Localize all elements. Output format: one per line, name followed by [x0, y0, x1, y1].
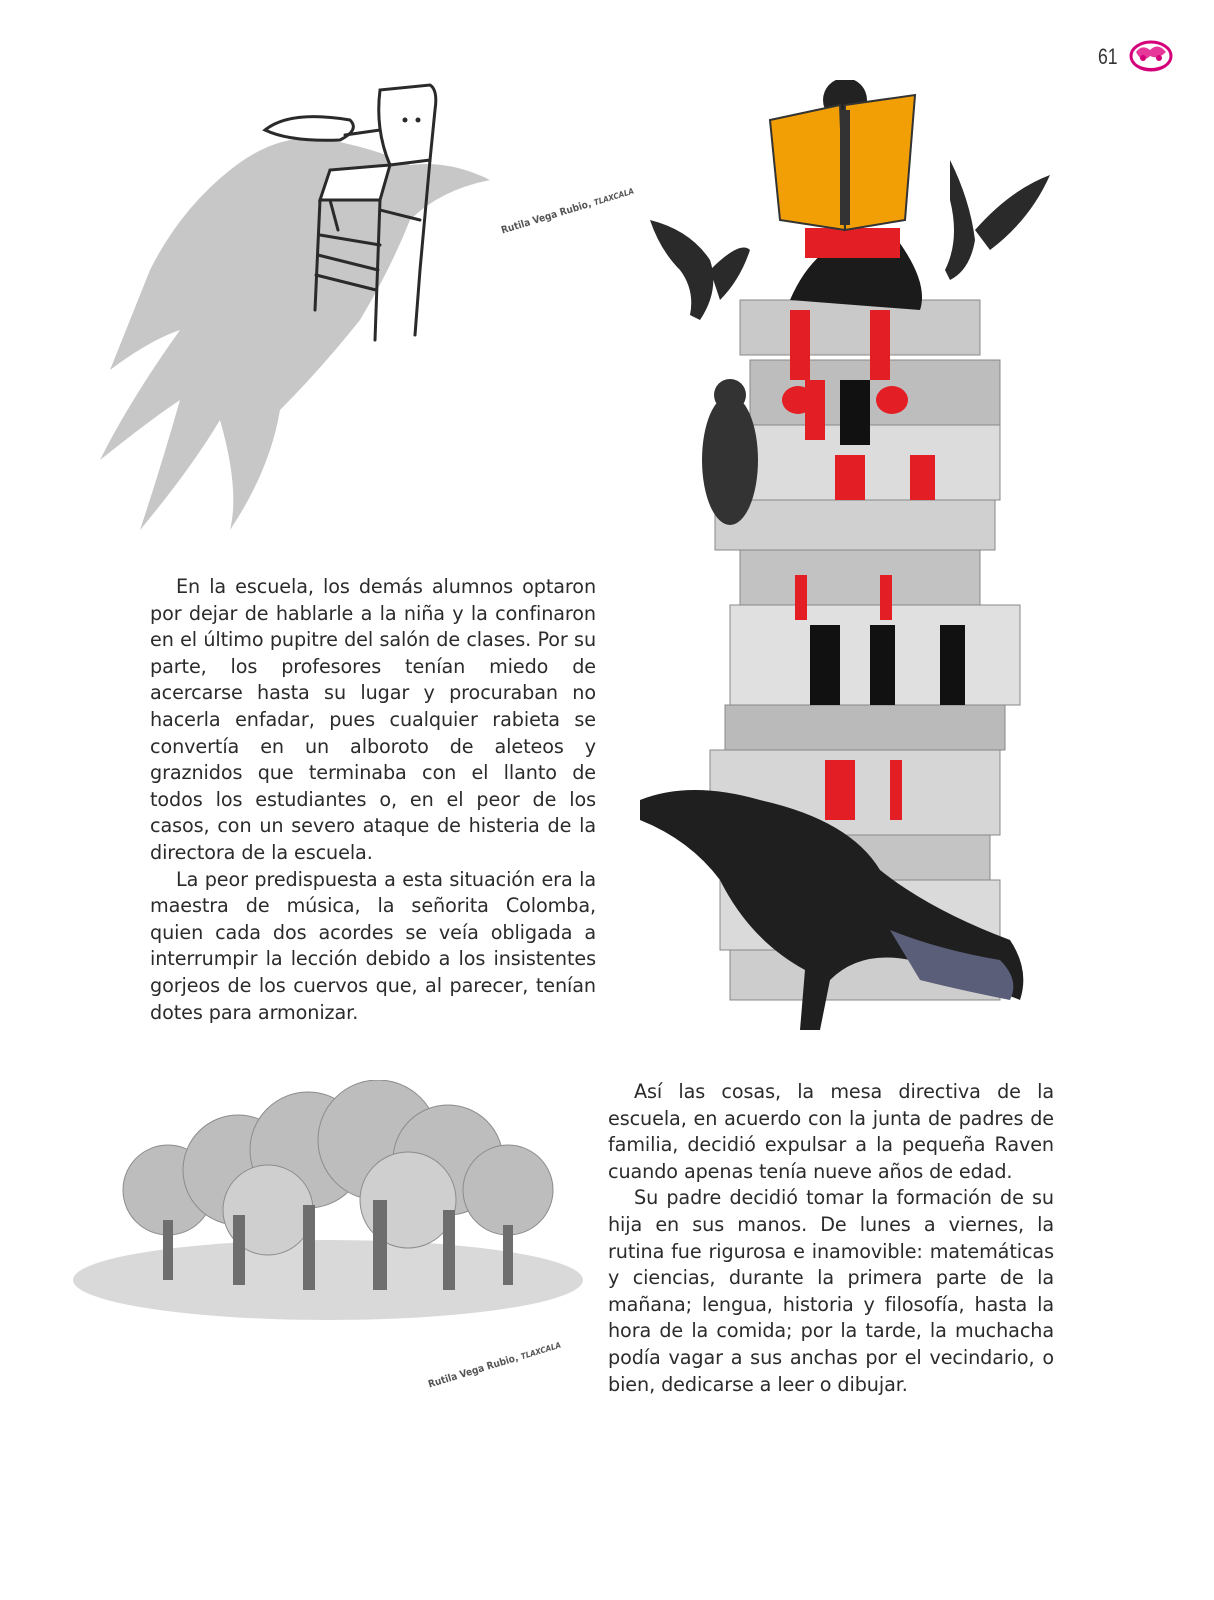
trees-illustration-credit — [427, 1340, 562, 1391]
page-number: 61 — [1098, 44, 1118, 69]
pink-decorative-logo-icon — [1128, 38, 1174, 74]
paragraph: La peor predispuesta a esta situación era la maestra de música, la señorita Colomba, quien cada dos acordes se veía obligada a interrumpir la lección debido a los insistentes gorjeos de los cuervos que, al parecer, tenían dotes para armonizar. — [150, 867, 596, 1024]
paragraph: Así las cosas, la mesa directiva de la escuela, en acuerdo con la junta de padres de familia, decidió expulsar a la pequeña Raven cuando apenas tenía nueve años de edad. — [608, 1080, 1054, 1183]
credit-place: TLAXCALA — [592, 186, 635, 208]
book-tower-illustration — [630, 80, 1070, 1040]
flying-crow-left — [650, 220, 750, 320]
credit-place: TLAXCALA — [519, 1340, 562, 1362]
credit-name: Rutila Vega Rubio, — [427, 1352, 520, 1391]
school-desk-chair-illustration — [90, 70, 550, 540]
paragraph: Su padre decidió tomar la formación de su hija en sus manos. De lunes a viernes, la rutina fue rigurosa e inamovible: matemáticas y ciencias, durante la primera parte de la mañana; lengua, historia y filosofía, hasta la hora de la comida; por la tarde, la muchacha podía vagar a sus anchas por el vecindario, o bien, dedicarse a leer o dibujar. — [608, 1186, 1054, 1396]
right-column-text — [608, 1079, 1054, 1398]
flying-crow-right — [945, 160, 1050, 280]
crow-shadow — [100, 138, 490, 530]
left-column-text — [150, 574, 596, 1026]
credit-name: Rutila Vega Rubio, — [500, 198, 593, 237]
paragraph: En la escuela, los demás alumnos optaron por dejar de hablarle a la niña y la confinaron en el último pupitre del salón de clases. Por su parte, los profesores tenían miedo de acercarse hasta su lugar y procuraban no hacerla enfadar, pues cualquier rabieta se convertía en un alboroto de aleteos y graznidos que terminaba con el llanto de todos los estudiantes o, en el peor de los casos, con un severo ataque de histeria de la directora de la escuela. — [150, 575, 596, 864]
trees-illustration — [68, 1080, 588, 1340]
